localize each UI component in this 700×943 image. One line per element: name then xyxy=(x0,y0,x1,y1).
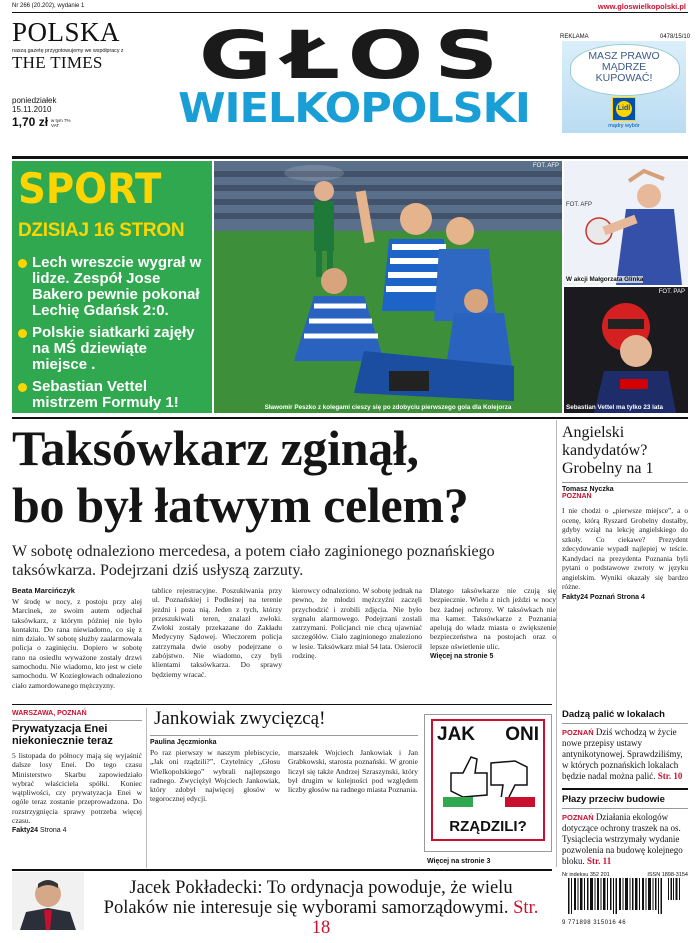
sport-box[interactable] xyxy=(12,161,212,413)
top-rule xyxy=(12,12,688,13)
lead-headline[interactable] xyxy=(12,420,552,534)
masthead-rule xyxy=(12,156,688,159)
lead-text: W środę w nocy, z postoju przy alej Marcinek, ze swoim autem odjechał taksówkarz, z którym później nie było kontaktu. Do rana niewiadomo, co się z nim działo. W sobotę służby zaalarmowała policja o zaginięciu. Dopiero w sobotę rano na osiedlu wyważone zostały drzwi samochodu. Nie wiadomo, kto jest w ciele samochodu. W Koziegłowach odnaleziono ciało zamordowanego mężczyzny. xyxy=(12,597,142,690)
celebration-photo xyxy=(214,161,562,413)
index-number: Nr indeksu 352 201 xyxy=(562,872,610,878)
jankowiak-body: marszałek Wojciech Jankowiak i Jan Grabkowski, starosta poznański. W gronie liczył się także Andrzej Szraszynski, który był drugim w kolejności pod względem liczby głosów na radnego miasta Poznania. xyxy=(288,748,418,795)
footer-rule xyxy=(12,869,552,871)
volleyball-photo[interactable] xyxy=(564,161,688,285)
ad-slogan: mądry wybór xyxy=(608,123,640,129)
promo-word-3: RZĄDZILI? xyxy=(449,818,527,835)
ad-label: REKLAMA xyxy=(560,34,589,40)
jak-oni-rzadzili-promo[interactable] xyxy=(424,714,552,865)
jankowiak-headline: Jankowiak zwycięzcą! xyxy=(154,708,326,729)
photo-credit: FOT. AFP xyxy=(566,202,593,208)
masthead xyxy=(170,17,538,132)
lead-text: tablice rejestracyjne. Poszukiwania przy ul. Poznańskiej i Podleśnej na terenie jezdni i poza nią. Jeden z tych, którzy przeszukiwali teren, znalazł zwłoki. Zwłoki zostały przekazane do Zakładu Medycyny Sądowej. Wieczorem policja zatrzymała dwie osoby podejrzane o zabójstwo. Nie wiadomo, czy byli klientami taksówkarza. Do sprawy będziemy wracać. xyxy=(152,586,282,679)
sport-main-photo[interactable] xyxy=(214,161,562,413)
barcode-block xyxy=(562,872,688,932)
footer-quote-block[interactable] xyxy=(12,872,552,938)
lidl-ad[interactable] xyxy=(562,41,686,133)
thumbs-icon xyxy=(443,751,535,807)
right-top-more-page[interactable]: Poznań Strona 4 xyxy=(590,593,645,601)
promo-more-page[interactable]: 3 xyxy=(486,858,491,865)
brief-smoking[interactable] xyxy=(562,709,688,782)
brief-page-ref[interactable]: Str. 11 xyxy=(587,856,612,866)
ad-code: 0478/15/10 xyxy=(660,34,691,40)
right-top-more: Fakty24 xyxy=(562,593,589,601)
enea-body: 5 listopada do północy mają się wyjaśnić dalsze losy Enei. Do tego czasu Ministerstwo Skarbu zapowiedziało wybrać właściciela spółki. Koniec wątpliwości, czy prywatyzacja Enei w ogóle teraz zostanie przeprowadzona. Do rozstrzygnięcia sprawy potrzeba więcej czasu. xyxy=(12,751,142,826)
partner-logo-times: THE TIMES xyxy=(12,53,103,72)
sport-bullet[interactable]: Lech wreszcie wygrał w lidze. Zespół Jose Bakero pewnie pokonał Lechię Gdańsk 2:0. xyxy=(16,255,206,319)
brief-newts[interactable] xyxy=(562,794,688,867)
ad-line-2: MĄDRZE xyxy=(601,61,647,73)
website-link[interactable]: www.gloswielkopolski.pl xyxy=(597,2,686,11)
date-block xyxy=(12,96,142,128)
lidl-logo-icon: Lidl xyxy=(612,97,636,121)
enea-headline: Prywatyzacja Enei niekoniecznie teraz xyxy=(12,723,113,747)
barcode-icon xyxy=(562,878,688,920)
column-divider xyxy=(556,714,557,867)
column-divider xyxy=(556,420,557,717)
footer-quote-page-ref[interactable]: Str. 18 xyxy=(311,898,539,938)
main-photo-caption: Sławomir Peszko z kolegami cieszy się po zdobyciu pierwszego gola dla Kolejorza xyxy=(264,404,512,411)
lead-bottom-rule xyxy=(12,704,552,705)
vettel-caption: Sebastian Vettel ma tylko 23 lata xyxy=(566,404,663,411)
lead-headline-line-2: bo był łatwym celem? xyxy=(12,477,469,533)
sport-bullets xyxy=(16,255,206,417)
sport-bullet[interactable]: Sebastian Vettel mistrzem Formuły 1! xyxy=(16,379,206,411)
issue-number: Nr 266 (20.202), wydanie 1 xyxy=(12,3,85,9)
right-top-author: Tomasz Nyczka xyxy=(562,486,614,493)
photo-credit: FOT. AFP xyxy=(532,163,559,169)
barcode-number: 9 771898 315016 46 xyxy=(562,920,627,926)
brief-body: Dziś wchodzą w życie nowe przepisy ustawy antynikotynowej. Sprawdziliśmy, w których poznańskich lokalach będzie nadal można palić. xyxy=(562,727,683,781)
lead-more-label: Więcej na stronie xyxy=(430,653,488,661)
lead-more-page[interactable]: 5 xyxy=(489,653,494,661)
sport-title: SPORT xyxy=(18,164,162,213)
enea-kicker: WARSZAWA, POZNAŃ xyxy=(12,710,87,717)
enea-more-page[interactable]: Strona 4 xyxy=(40,827,67,835)
jankowiak-body: Po raz pierwszy w naszym plebiscycie, „Jak oni rządzili?”, Czytelnicy „Głosu Wielkopolskiego” wybrali najlepszego radnego. Zwyciężył Wojciech Jankowiak, który zdobył najwięcej głosów w tegorocznej edycji. xyxy=(150,748,280,804)
brief-location: POZNAŃ xyxy=(562,813,594,822)
right-top-location: POZNAŃ xyxy=(562,493,592,500)
lead-col-4 xyxy=(430,586,556,660)
right-top-body: I nie chodzi o „pierwsze miejsce”, a o ocenę, którą Ryszard Grobelny dostałby, gdyby wziął na lekcję angielskiego do szkoły. Co ciekawe? Prezydent zdecydowanie wypadł najlepiej w teście. Kandydaci na prezydenta Poznania byli pytani o podstawowe zwroty w języku angielskim. Wyniki okazały się bardzo różne. xyxy=(562,506,688,591)
sport-subtitle: DZISIAJ 16 STRON xyxy=(18,220,185,241)
photo-credit: FOT. PAP xyxy=(658,289,685,295)
partner-logo-polska: POLSKA xyxy=(12,17,121,47)
lead-headline-line-1: Taksówkarz zginął, xyxy=(12,420,419,476)
brief-body: Działania ekologów dotyczące ochrony traszek na os. Tysiąclecia wstrzymały wydanie pozwolenia na budowę kolejnego bloku. xyxy=(562,812,683,866)
vettel-photo[interactable] xyxy=(564,287,688,413)
enea-more: Fakty24 xyxy=(12,827,39,835)
jankowiak-author: Paulina Jęczmionka xyxy=(150,739,217,746)
lead-body xyxy=(12,586,556,700)
lead-subhead: W sobotę odnaleziono mercedesa, a potem ciało zaginionego poznańskiego taksówkarza. Podejrzani dziś usłyszą zarzuty. xyxy=(12,543,495,579)
masthead-title-top: GŁOS xyxy=(198,17,510,94)
enea-story[interactable] xyxy=(12,710,142,834)
volleyball-caption: W akcji Małgorzata Glinka xyxy=(566,276,644,283)
lead-col-1 xyxy=(12,586,142,690)
weekday: poniedziałek xyxy=(12,96,57,105)
lead-text: kierowcy odnaleziono. W sobotę jednak na pewno, że młodzi mężczyźni zaczęli przychodzić i zrobili zdjęcia. Nie było sygnału alarmowego. Podejrzani zostali zatrzymani. Policjanci nie chcą ujawniać szczegółów. Ciało zaginionego znaleziono w lesie. Taksówkarz miał 54 lata. Osierocił rodzinę. xyxy=(292,586,422,661)
briefs-column xyxy=(562,709,688,867)
promo-more-label: Więcej na stronie xyxy=(427,858,485,865)
footer-quote-text: Jacek Pokładecki: To ordynacja powoduje, że wielu Polaków nie interesuje się wyborami samorządowymi. xyxy=(103,878,513,918)
promo-word-2: ONI xyxy=(505,724,539,745)
date: 15.11.2010 xyxy=(12,105,52,114)
sport-rule xyxy=(12,417,688,419)
lead-author: Beata Marcińczyk xyxy=(12,586,75,595)
ad-line-3: KUPOWAĆ! xyxy=(595,72,653,84)
vat-note: w tym 7% VAT xyxy=(51,118,71,128)
price: 1,70 zł xyxy=(12,115,49,129)
right-top-headline: Angielski kandydatów? Grobelny na 1 xyxy=(562,424,654,477)
brief-location: POZNAŃ xyxy=(562,728,594,737)
portrait-image xyxy=(12,872,84,930)
column-divider xyxy=(146,708,147,868)
right-top-story[interactable] xyxy=(562,424,688,601)
sport-bullet[interactable]: Polskie siatkarki zajęły na MŚ dziewiąte miejsce . xyxy=(16,325,206,373)
ad-line-1: MASZ PRAWO xyxy=(588,50,660,62)
brief-title: Płazy przeciw budowie xyxy=(562,794,665,805)
jankowiak-story[interactable] xyxy=(150,708,418,804)
promo-word-1: JAK xyxy=(437,724,476,745)
masthead-title-bottom: WIELKOPOLSKI xyxy=(178,84,530,132)
brief-title: Dadzą palić w lokalach xyxy=(562,709,665,720)
issn: ISSN 1898-3154 xyxy=(647,872,688,878)
partner-note: naszą gazetę przygotowujemy we współpracy z xyxy=(12,48,124,54)
brief-page-ref[interactable]: Str. 10 xyxy=(657,771,683,781)
footer-quote xyxy=(96,878,546,938)
vettel-image xyxy=(564,287,688,413)
lead-text: Dlatego taksówkarze nie czują się bezpiecznie. Wielu z nich jeździ w nocy bez żadnej ochrony. W taksówkach nie ma kamer. Taksówkarze z Poznania apelują do władz miasta o zwiększenie bezpieczeństwa na postojach oraz o lepsze oświetlenie ulic. xyxy=(430,586,556,651)
volleyball-image xyxy=(564,161,688,285)
